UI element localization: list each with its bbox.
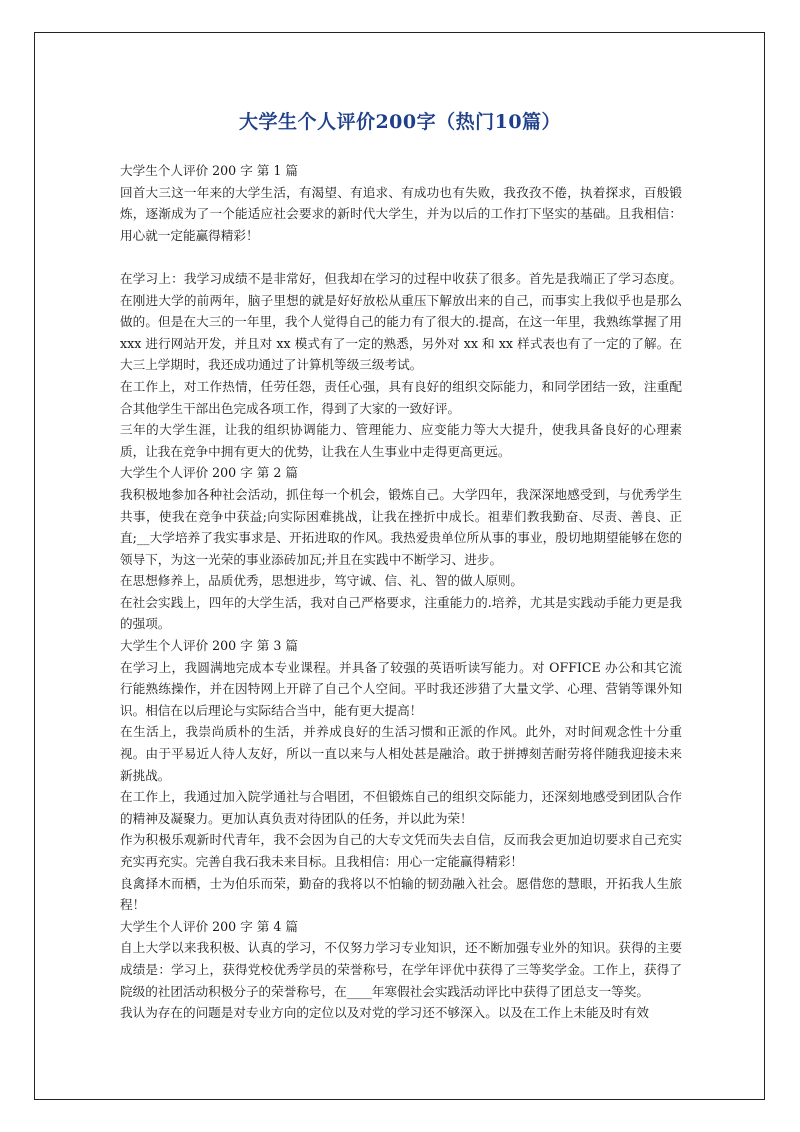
paragraph-spacer <box>120 246 682 268</box>
paragraph: 我认为存在的问题是对专业方向的定位以及对党的学习还不够深入。以及在工作上未能及时有效 <box>120 1005 649 1021</box>
paragraph: 在工作上，我通过加入院学通社与合唱团，不但锻炼自己的组织交际能力，还深刻地感受到团队合作的精神及凝聚力。更加认真负责对待团队的任务，并以此为荣！ <box>120 789 682 826</box>
document-body <box>120 160 682 1024</box>
section-heading: 大学生个人评价 200 字 第 3 篇 <box>120 638 299 654</box>
section-heading: 大学生个人评价 200 字 第 2 篇 <box>120 465 299 481</box>
paragraph: 三年的大学生涯，让我的组织协调能力、管理能力、应变能力等大大提升，使我具备良好的心理素质，让我在竞争中拥有更大的优势，让我在人生事业中走得更高更远。 <box>120 422 682 459</box>
paragraph: 在工作上，对工作热情，任劳任怨，责任心强，具有良好的组织交际能力，和同学团结一致，注重配合其他学生干部出色完成各项工作，得到了大家的一致好评。 <box>120 378 682 416</box>
paragraph: 在社会实践上，四年的大学生活，我对自己严格要求，注重能力的.培养，尤其是实践动手能力更是我的强项。 <box>120 594 682 632</box>
section-heading: 大学生个人评价 200 字 第 1 篇 <box>120 163 299 178</box>
section-heading: 大学生个人评价 200 字 第 4 篇 <box>120 918 299 934</box>
paragraph: 作为积极乐观新时代青年，我不会因为自己的大专文凭而失去自信，反而我会更加迫切要求自己充实充实再充实。完善自我石我未来目标。且我相信：用心一定能赢得精彩！ <box>120 832 682 869</box>
paragraph: 在思想修养上，品质优秀，思想进步，笃守诚、信、礼、智的做人原则。 <box>120 573 523 589</box>
paragraph: 在生活上，我崇尚质朴的生活，并养成良好的生活习惯和正派的作风。此外，对时间观念性十分重视。由于平易近人待人友好，所以一直以来与人相处甚是融洽。敢于拼搏刻苦耐劳将伴随我迎接未来新挑战。 <box>120 724 682 783</box>
paragraph: 我积极地参加各种社会活动，抓住每一个机会，锻炼自己。大学四年，我深深地感受到，与优秀学生共事，使我在竞争中获益;向实际困难挑战，让我在挫折中成长。祖辈们教我勤奋、尽责、善良、正直;__大学培养了我实事求是、开拓进取的作风。我热爱贵单位所从事的事业，殷切地期望能够在您的领导下，为这一光荣的事业添砖加瓦;并且在实践中不断学习、进步。 <box>120 486 682 567</box>
paragraph: 在学习上，我圆满地完成本专业课程。并具备了较强的英语听读写能力。对 OFFICE 办公和其它流行能熟练操作，并在因特网上开辟了自己个人空间。平时我还涉猎了大量文学、心理、营销等课外知识。相信在以后理论与实际结合当中，能有更大提高！ <box>120 659 682 718</box>
paragraph: 回首大三这一年来的大学生活，有渴望、有追求、有成功也有失败，我孜孜不倦，执着探求，百般锻炼，逐渐成为了一个能适应社会要求的新时代大学生，并为以后的工作打下坚实的基础。且我相信：用心就一定能赢得精彩！ <box>120 184 682 243</box>
paragraph: 自上大学以来我积极、认真的学习，不仅努力学习专业知识，还不断加强专业外的知识。获得的主要成绩是：学习上，获得党校优秀学员的荣誉称号，在学年评优中获得了三等奖学金。工作上，获得了院级的社团活动积极分子的荣誉称号，在____年寒假社会实践活动评比中获得了团总支一等奖。 <box>120 940 682 999</box>
paragraph: 良禽择木而栖，士为伯乐而荣，勤奋的我将以不怕输的韧劲融入社会。愿借您的慧眼，开拓我人生旅程！ <box>120 875 682 913</box>
paragraph: 在学习上：我学习成绩不是非常好，但我却在学习的过程中收获了很多。首先是我端正了学习态度。在刚进大学的前两年，脑子里想的就是好好放松从重压下解放出来的自己，而事实上我似乎也是那么做的。但是在大三的一年里，我个人觉得自己的能力有了很大的.提高，在这一年里，我熟练掌握了用 xxx 进行网站开发，并且对 xx 模式有了一定的熟悉，另外对 xx 和 xx 样式表也有了一定的了解。在大三上学期时，我还成功通过了计算机等级三级考试。 <box>120 270 682 373</box>
document-title: 大学生个人评价200字（热门10篇） <box>238 111 562 133</box>
